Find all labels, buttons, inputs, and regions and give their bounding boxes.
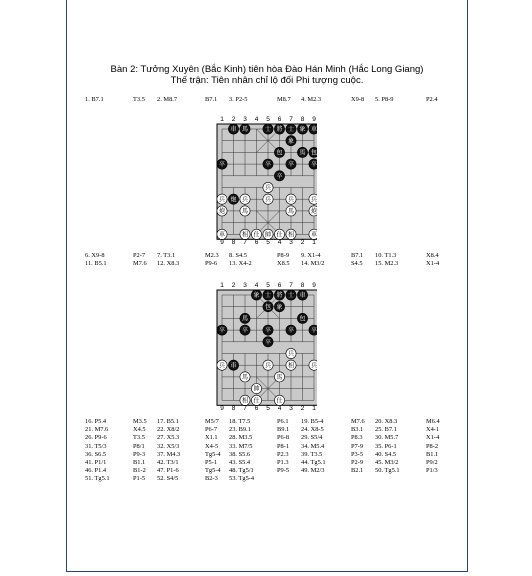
move-black: M5/7 xyxy=(205,418,219,425)
move-white: 34. M5.4 xyxy=(301,442,325,450)
move-white: 45. M3/2 xyxy=(375,458,399,466)
file-number-bottom: 5 xyxy=(266,405,270,411)
chess-piece xyxy=(309,206,317,216)
move-black: X1-4 xyxy=(426,260,440,268)
piece-label: 卒 xyxy=(310,327,317,335)
piece-label: 帥 xyxy=(264,231,272,239)
title-line-1: Bàn 2: Tưởng Xuyên (Bắc Kinh) tiên hòa Đào Hán Minh (Hắc Long Giang) xyxy=(110,64,424,75)
move-black: X8.5 xyxy=(277,260,290,268)
chess-piece xyxy=(286,290,296,300)
chess-piece xyxy=(240,194,250,204)
move-white: 14. M3/2 xyxy=(301,260,325,268)
chess-piece xyxy=(251,395,261,405)
chess-piece xyxy=(309,360,317,370)
file-number-bottom: 3 xyxy=(289,239,293,245)
file-number-top: 3 xyxy=(243,282,247,289)
chess-piece xyxy=(217,229,227,239)
file-number-top: 5 xyxy=(266,282,270,289)
move-white: 7. T3.1 xyxy=(157,252,176,259)
file-number-top: 3 xyxy=(243,116,247,123)
move-black: P2.4 xyxy=(426,96,438,103)
file-number-bottom: 6 xyxy=(254,239,259,245)
move-black: P8-1 xyxy=(277,442,290,450)
chess-piece xyxy=(274,302,284,312)
move-white: 35. P6-1 xyxy=(375,442,397,450)
chess-piece xyxy=(240,313,250,323)
move-white: 11. B5.1 xyxy=(85,260,107,268)
chess-piece xyxy=(263,182,273,192)
move-white: 50. Tg5.1 xyxy=(375,467,400,475)
move-white: 39. T3.5 xyxy=(301,450,323,458)
piece-label: 馬 xyxy=(241,208,249,215)
move-white: 9. X1-4 xyxy=(301,252,321,259)
move-row xyxy=(85,443,455,451)
file-number-bottom: 6 xyxy=(254,405,259,411)
chess-piece xyxy=(263,290,273,300)
move-white: 21. M7.6 xyxy=(85,426,109,434)
chess-piece xyxy=(274,372,284,382)
chess-piece xyxy=(274,229,284,239)
move-black: P6-7 xyxy=(205,426,218,434)
chess-piece xyxy=(274,395,284,405)
chess-piece xyxy=(263,360,273,370)
chess-piece xyxy=(309,147,317,157)
piece-label: 仕 xyxy=(253,397,260,405)
chess-piece xyxy=(263,337,273,347)
move-black: S4.5 xyxy=(351,260,363,268)
move-white: 49. M2/3 xyxy=(301,467,325,475)
chess-piece xyxy=(309,229,317,239)
chess-piece xyxy=(297,147,307,157)
piece-label: 卒 xyxy=(264,327,272,335)
move-row xyxy=(85,475,455,483)
move-black: P9/2 xyxy=(426,458,438,466)
piece-label: 馬 xyxy=(241,315,249,323)
piece-label: 士 xyxy=(287,126,295,134)
move-row xyxy=(85,451,455,459)
piece-label: 士 xyxy=(287,292,295,300)
move-black: B7.1 xyxy=(351,252,364,259)
file-number-top: 1 xyxy=(220,282,224,289)
chess-piece xyxy=(274,147,284,157)
chess-piece xyxy=(286,194,296,204)
move-white: 46. P1.4 xyxy=(85,467,107,475)
piece-label: 卒 xyxy=(310,161,317,169)
move-white: 31. T5/3 xyxy=(85,442,107,450)
move-black: P3-5 xyxy=(351,450,364,458)
piece-label: 帥 xyxy=(253,385,260,393)
move-white: 6. X9-8 xyxy=(85,252,105,259)
board-svg xyxy=(213,279,317,411)
chess-piece xyxy=(263,124,273,134)
chess-piece xyxy=(309,159,317,169)
piece-label: 象 xyxy=(276,303,283,311)
piece-label: 包 xyxy=(299,315,306,323)
move-white: 15. M2.3 xyxy=(375,260,399,268)
piece-label: 馬 xyxy=(276,374,283,381)
chess-piece xyxy=(228,360,238,370)
piece-label: 車 xyxy=(310,126,317,134)
move-black: P8.3 xyxy=(351,434,363,442)
move-black: B1.1 xyxy=(426,450,439,458)
move-white: 5. P8-9 xyxy=(375,96,394,103)
board-background xyxy=(217,124,317,239)
piece-label: 馬 xyxy=(241,126,249,134)
file-number-bottom: 1 xyxy=(312,405,316,411)
move-black: B7.1 xyxy=(205,96,218,103)
chess-piece xyxy=(297,124,307,134)
title-line-2: Thế trận: Tiên nhân chỉ lộ đối Phi tượng cuộc. xyxy=(170,75,364,86)
move-black: B9.1 xyxy=(277,426,290,434)
move-white: 51. Tg5.1 xyxy=(85,475,110,483)
piece-label: 象 xyxy=(299,126,306,134)
move-black: P6.1 xyxy=(277,418,289,425)
chess-piece xyxy=(217,206,227,216)
move-white: 37. M4.3 xyxy=(157,450,181,458)
move-black: X4-1 xyxy=(426,426,440,434)
chess-piece xyxy=(286,325,296,335)
piece-label: 包 xyxy=(264,303,272,311)
file-number-top: 9 xyxy=(312,116,316,123)
chess-piece xyxy=(286,360,296,370)
move-white: 26. P9-6 xyxy=(85,434,107,442)
move-white: 43. S5.4 xyxy=(229,458,251,466)
piece-label: 將 xyxy=(276,292,283,300)
move-black: P9-5 xyxy=(277,467,290,475)
move-white: 27. X5.3 xyxy=(157,434,180,442)
piece-label: 仕 xyxy=(253,231,260,239)
move-black: P2-9 xyxy=(351,458,364,466)
piece-label: 將 xyxy=(276,126,283,134)
piece-label: 兵 xyxy=(264,184,272,192)
piece-label: 包 xyxy=(276,149,283,157)
chess-piece xyxy=(286,229,296,239)
file-number-bottom: 4 xyxy=(277,405,282,411)
piece-label: 仕 xyxy=(276,397,283,405)
move-black: X4.5 xyxy=(133,426,146,434)
piece-label: 兵 xyxy=(218,196,226,204)
move-white: 47. P1-6 xyxy=(157,467,179,475)
piece-label: 卒 xyxy=(287,161,295,169)
chess-piece xyxy=(263,229,273,239)
chess-piece xyxy=(286,136,296,146)
move-black: B2.1 xyxy=(351,467,364,475)
move-white: 40. S4.5 xyxy=(375,450,397,458)
move-white: 4. M2.3 xyxy=(301,96,322,103)
file-number-top: 1 xyxy=(220,116,224,123)
piece-label: 士 xyxy=(264,292,272,300)
move-white: 19. B5-4 xyxy=(301,418,324,425)
move-white: 41. P1/1 xyxy=(85,458,107,466)
piece-label: 士 xyxy=(264,126,272,134)
move-black: Tg5-4 xyxy=(205,467,221,475)
chess-piece xyxy=(274,290,284,300)
document-page xyxy=(66,0,468,572)
move-white: 10. T1.3 xyxy=(375,252,397,259)
piece-label: 兵 xyxy=(310,196,317,204)
move-black: P8/1 xyxy=(133,442,145,450)
piece-label: 相 xyxy=(241,397,249,405)
file-number-bottom: 2 xyxy=(300,239,305,245)
chess-piece xyxy=(217,360,227,370)
file-number-bottom: 4 xyxy=(277,239,282,245)
chess-piece xyxy=(274,124,284,134)
move-black: Tg5-4 xyxy=(205,450,221,458)
move-black: X9-8 xyxy=(351,96,365,103)
chess-piece xyxy=(251,384,261,394)
move-white: 3. P2-5 xyxy=(229,96,248,103)
file-number-bottom: 9 xyxy=(220,239,224,245)
move-black: P9-6 xyxy=(205,260,218,268)
chess-piece xyxy=(263,302,273,312)
game-title xyxy=(67,64,467,86)
move-white: 30. M5.7 xyxy=(375,434,399,442)
piece-label: 馬 xyxy=(287,208,295,215)
move-black: X1.1 xyxy=(205,434,218,442)
move-list-middle xyxy=(85,252,455,268)
chess-piece xyxy=(286,159,296,169)
move-black: M7.6 xyxy=(133,260,147,268)
move-white: 22. X8/2 xyxy=(157,426,180,434)
piece-label: 兵 xyxy=(287,350,295,358)
move-black: M2.3 xyxy=(205,252,219,259)
file-number-top: 8 xyxy=(300,282,305,289)
move-white: 53. Tg5-4 xyxy=(229,475,255,483)
chess-piece xyxy=(217,159,227,169)
move-white: 18. T7.5 xyxy=(229,418,251,425)
move-white: 16. P5.4 xyxy=(85,418,107,425)
piece-label: 相 xyxy=(241,231,249,239)
move-white: 38. S5.6 xyxy=(229,450,251,458)
piece-label: 炮 xyxy=(310,208,317,215)
piece-label: 炮 xyxy=(230,196,237,204)
file-number-top: 2 xyxy=(231,116,236,123)
move-black: B3.1 xyxy=(351,426,364,434)
move-black: X4-5 xyxy=(205,442,219,450)
chess-piece xyxy=(286,348,296,358)
file-number-top: 4 xyxy=(254,116,259,123)
chess-board-2 xyxy=(213,279,317,411)
move-black: P7-9 xyxy=(351,442,364,450)
move-black: M3.5 xyxy=(133,418,147,425)
chess-piece xyxy=(251,290,261,300)
move-row xyxy=(85,96,455,104)
chess-piece xyxy=(297,313,307,323)
chess-piece xyxy=(263,194,273,204)
chess-piece xyxy=(240,124,250,134)
piece-label: 卒 xyxy=(241,327,249,335)
file-number-bottom: 7 xyxy=(243,239,247,245)
move-white: 48. Tg5/1 xyxy=(229,467,254,475)
move-list-bottom xyxy=(85,418,455,484)
chess-board-1 xyxy=(213,113,317,245)
file-number-top: 4 xyxy=(254,282,259,289)
move-black: P5-1 xyxy=(205,458,218,466)
move-row xyxy=(85,252,455,260)
move-black: M8.7 xyxy=(277,96,291,103)
piece-label: 包 xyxy=(310,149,317,157)
move-black: P9-3 xyxy=(133,450,146,458)
move-black: B1.1 xyxy=(133,458,146,466)
piece-label: 兵 xyxy=(241,196,249,204)
move-black: P2-7 xyxy=(133,252,146,259)
move-white: 2. M8.7 xyxy=(157,96,178,103)
move-white: 29. S5/4 xyxy=(301,434,323,442)
chess-piece xyxy=(263,159,273,169)
move-list-top xyxy=(85,96,455,104)
chess-piece xyxy=(240,372,250,382)
file-number-bottom: 8 xyxy=(231,405,236,411)
move-black: P8-2 xyxy=(426,442,439,450)
move-white: 33. M7/5 xyxy=(229,442,253,450)
file-number-top: 5 xyxy=(266,116,270,123)
move-black: T3.5 xyxy=(133,96,145,103)
move-white: 52. S4/5 xyxy=(157,475,179,483)
move-black: P1-5 xyxy=(133,475,146,483)
move-white: 20. X8.3 xyxy=(375,418,398,425)
move-black: M7.6 xyxy=(351,418,365,425)
file-number-bottom: 5 xyxy=(266,239,270,245)
chess-piece xyxy=(309,124,317,134)
move-black: P2.3 xyxy=(277,450,289,458)
move-white: 13. X4-2 xyxy=(229,260,252,268)
chess-piece xyxy=(286,206,296,216)
move-black: B2-3 xyxy=(205,475,218,483)
piece-label: 兵 xyxy=(218,362,226,370)
move-row xyxy=(85,418,455,426)
chess-piece xyxy=(217,325,227,335)
move-black: P8-9 xyxy=(277,252,290,259)
piece-label: 炮 xyxy=(218,208,226,215)
move-row xyxy=(85,260,455,268)
piece-label: 卒 xyxy=(218,161,226,169)
piece-label: 相 xyxy=(287,362,295,370)
file-number-top: 6 xyxy=(277,116,282,123)
chess-piece xyxy=(297,290,307,300)
piece-label: 車 xyxy=(310,231,317,239)
move-white: 32. X5/3 xyxy=(157,442,180,450)
move-white: 23. B9.1 xyxy=(229,426,251,434)
file-number-top: 8 xyxy=(300,116,305,123)
file-number-bottom: 7 xyxy=(243,405,247,411)
move-row xyxy=(85,467,455,475)
move-white: 36. S6.5 xyxy=(85,450,107,458)
chess-piece xyxy=(309,325,317,335)
piece-label: 兵 xyxy=(264,362,272,370)
piece-label: 象 xyxy=(253,292,260,300)
file-number-bottom: 8 xyxy=(231,239,236,245)
chess-piece xyxy=(228,124,238,134)
piece-label: 兵 xyxy=(264,196,272,204)
piece-label: 車 xyxy=(230,362,237,370)
piece-label: 卒 xyxy=(264,338,272,346)
piece-label: 卒 xyxy=(264,161,272,169)
move-white: 17. B5.1 xyxy=(157,418,179,425)
move-black: P6-8 xyxy=(277,434,290,442)
move-row xyxy=(85,426,455,434)
move-black: B1-2 xyxy=(133,467,146,475)
piece-label: 車 xyxy=(299,292,306,300)
chess-piece xyxy=(228,194,238,204)
file-number-bottom: 9 xyxy=(220,405,224,411)
chess-piece xyxy=(240,229,250,239)
move-black: P1.3 xyxy=(277,458,289,466)
piece-label: 馬 xyxy=(241,374,249,381)
piece-label: 卒 xyxy=(287,327,295,335)
piece-label: 兵 xyxy=(287,196,295,204)
move-white: 25. B7.1 xyxy=(375,426,397,434)
move-black: X8.4 xyxy=(426,252,439,259)
file-number-top: 7 xyxy=(289,282,293,289)
move-row xyxy=(85,459,455,467)
file-number-top: 6 xyxy=(277,282,282,289)
piece-label: 兵 xyxy=(310,362,317,370)
move-white: 42. T3/1 xyxy=(157,458,179,466)
chess-piece xyxy=(251,229,261,239)
file-number-top: 9 xyxy=(312,282,316,289)
move-white: 24. X8-5 xyxy=(301,426,324,434)
piece-label: 卒 xyxy=(218,327,226,335)
piece-label: 馬 xyxy=(299,149,306,157)
move-black: P1/3 xyxy=(426,467,438,475)
move-white: 8. S4.5 xyxy=(229,252,247,259)
file-number-top: 7 xyxy=(289,116,293,123)
file-number-top: 2 xyxy=(231,282,236,289)
move-white: 12. X8.3 xyxy=(157,260,180,268)
piece-label: 車 xyxy=(218,231,226,239)
chess-piece xyxy=(240,206,250,216)
chess-piece xyxy=(286,124,296,134)
file-number-bottom: 1 xyxy=(312,239,316,245)
move-white: 1. B7.1 xyxy=(85,96,104,103)
chess-piece xyxy=(240,395,250,405)
chess-piece xyxy=(217,194,227,204)
move-black: T3.5 xyxy=(133,434,145,442)
chess-piece xyxy=(309,194,317,204)
move-black: M6.4 xyxy=(426,418,440,425)
piece-label: 象 xyxy=(287,137,295,145)
piece-label: 相 xyxy=(287,231,295,239)
file-number-bottom: 3 xyxy=(289,405,293,411)
chess-piece xyxy=(240,325,250,335)
move-white: 44. Tg5.1 xyxy=(301,458,326,466)
piece-label: 仕 xyxy=(276,231,283,239)
piece-label: 卒 xyxy=(276,172,283,180)
piece-label: 車 xyxy=(230,126,237,134)
chess-piece xyxy=(274,171,284,181)
chess-piece xyxy=(263,325,273,335)
move-white: 28. M3.5 xyxy=(229,434,253,442)
move-black: X1-4 xyxy=(426,434,440,442)
move-row xyxy=(85,434,455,442)
board-svg xyxy=(213,113,317,245)
file-number-bottom: 2 xyxy=(300,405,305,411)
